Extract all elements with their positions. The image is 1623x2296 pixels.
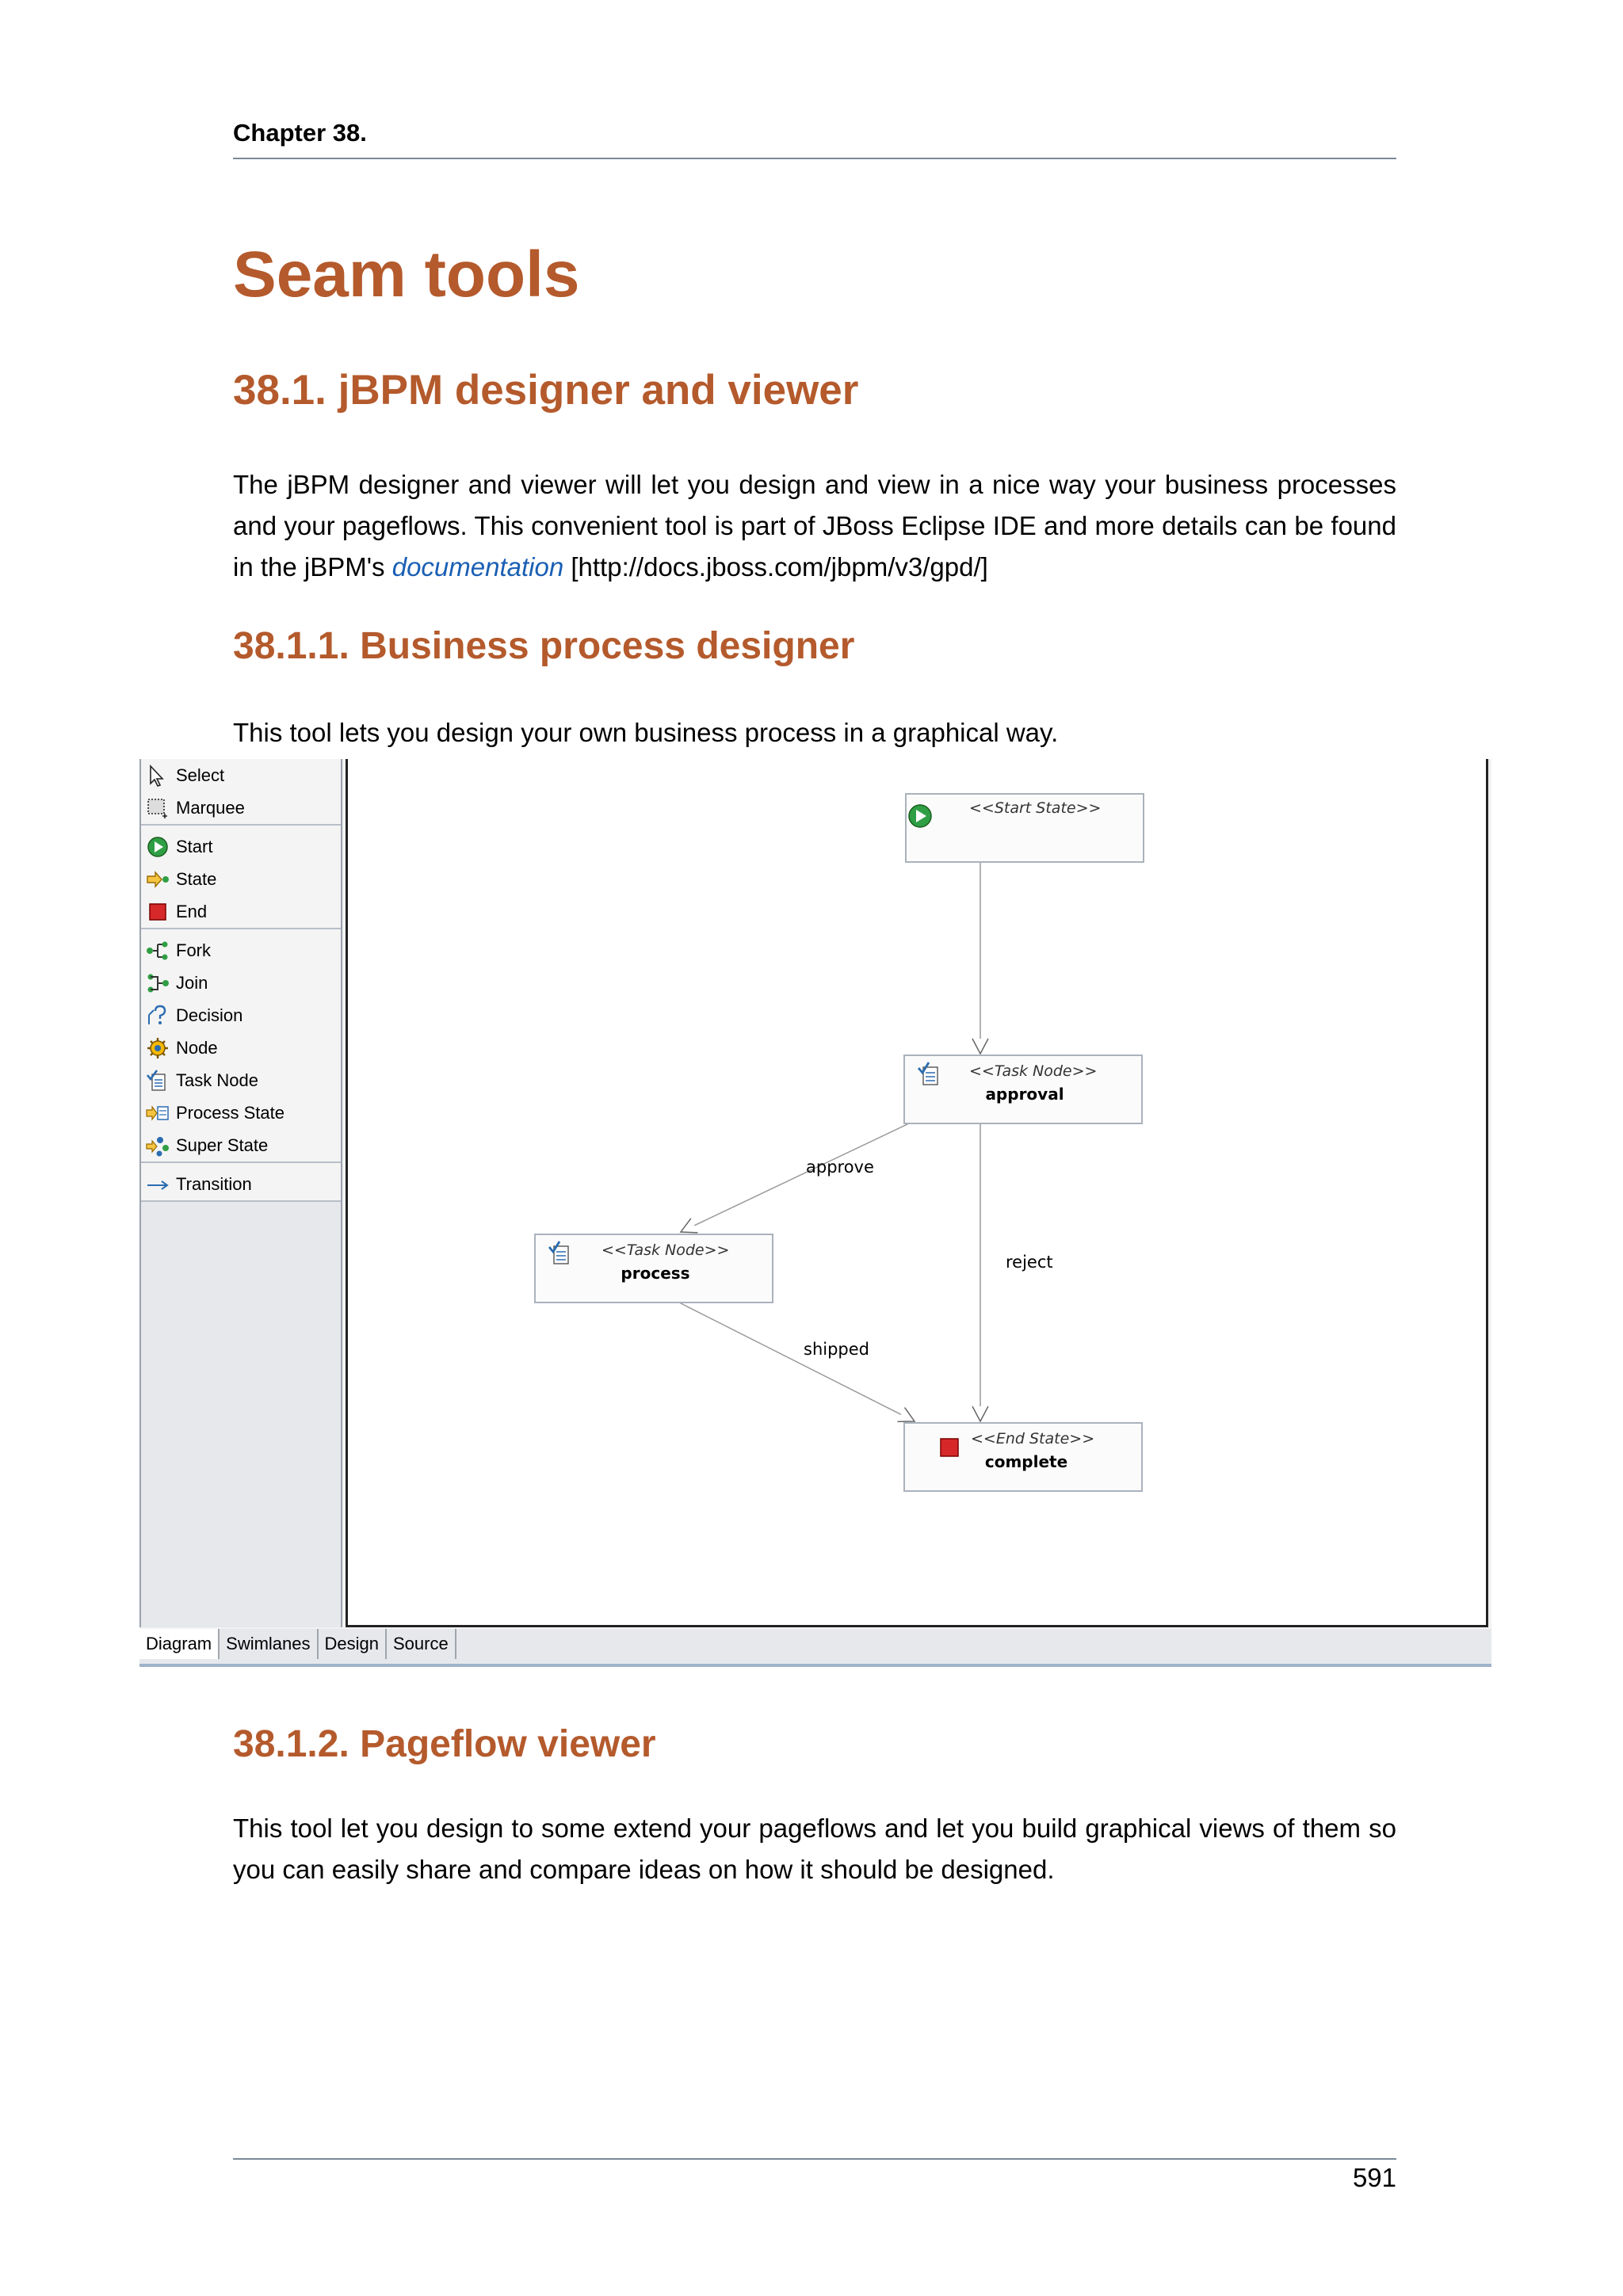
- node-stereotype: <<Task Node>>: [601, 1241, 730, 1259]
- end-icon: [146, 900, 170, 924]
- page-title: Seam tools: [233, 238, 580, 311]
- state-icon: [146, 868, 170, 891]
- footer-rule: [233, 2158, 1396, 2160]
- palette-label: Select: [176, 765, 225, 785]
- tab-swimlanes[interactable]: Swimlanes: [220, 1629, 318, 1659]
- palette-label: Super State: [176, 1135, 269, 1155]
- select-arrow-icon: [146, 764, 170, 788]
- subsection-heading-designer: 38.1.1. Business process designer: [233, 625, 855, 667]
- palette: [139, 759, 342, 1627]
- node-gear-icon: [146, 1036, 170, 1060]
- palette-group-tools: [141, 759, 341, 826]
- palette-item-join[interactable]: [141, 967, 341, 999]
- fork-icon: [146, 939, 170, 963]
- palette-label: Transition: [176, 1173, 252, 1194]
- palette-label: Join: [176, 972, 208, 993]
- node-task-approval[interactable]: [904, 1055, 1142, 1123]
- tab-diagram[interactable]: Diagram: [139, 1629, 220, 1659]
- section-intro: [233, 464, 1396, 588]
- node-task-process[interactable]: [535, 1234, 773, 1302]
- palette-label: State: [176, 868, 217, 889]
- editor-tabs: [139, 1629, 1491, 1667]
- decision-icon: [146, 1004, 170, 1028]
- palette-label: Task Node: [176, 1070, 258, 1090]
- palette-group-states: [141, 826, 341, 929]
- palette-item-start[interactable]: [141, 830, 341, 863]
- transition-label-reject: reject: [1006, 1253, 1053, 1272]
- tab-source[interactable]: Source: [387, 1629, 456, 1659]
- start-icon: [146, 835, 170, 859]
- transition-label-approve: approve: [806, 1158, 874, 1177]
- palette-item-super-state[interactable]: [141, 1129, 341, 1161]
- transition-label-shipped: shipped: [804, 1340, 869, 1359]
- header-rule: [233, 158, 1396, 159]
- palette-group-nodes: [141, 929, 341, 1163]
- transition-approve[interactable]: [681, 1123, 909, 1232]
- super-state-icon: [146, 1134, 170, 1158]
- tab-design[interactable]: Design: [319, 1629, 387, 1659]
- palette-item-fork[interactable]: [141, 934, 341, 967]
- node-name: process: [621, 1264, 690, 1283]
- palette-item-process-state[interactable]: [141, 1097, 341, 1129]
- palette-label: Node: [176, 1037, 218, 1058]
- chapter-label: Chapter 38.: [233, 119, 367, 147]
- node-name: approval: [985, 1085, 1064, 1104]
- subsection-heading-pageflow: 38.1.2. Pageflow viewer: [233, 1723, 656, 1765]
- palette-item-select[interactable]: [141, 759, 341, 791]
- node-stereotype: <<End State>>: [971, 1430, 1095, 1447]
- node-name: complete: [984, 1452, 1068, 1471]
- diagram-canvas[interactable]: [346, 759, 1488, 1627]
- palette-item-marquee[interactable]: [141, 791, 341, 824]
- marquee-icon: [146, 796, 170, 820]
- palette-label: Start: [176, 836, 213, 856]
- node-stereotype: <<Task Node>>: [969, 1062, 1098, 1080]
- join-icon: [146, 971, 170, 995]
- process-state-icon: [146, 1101, 170, 1125]
- page-number: 591: [1352, 2163, 1396, 2192]
- process-diagram: [348, 759, 1486, 1625]
- palette-label: Decision: [176, 1005, 243, 1025]
- transition-arrow-icon: [146, 1173, 170, 1196]
- node-start-state[interactable]: [906, 794, 1144, 862]
- documentation-link[interactable]: documentation: [391, 552, 564, 582]
- designer-screenshot: [139, 759, 1491, 1667]
- palette-label: Fork: [176, 940, 211, 960]
- node-stereotype: <<Start State>>: [969, 799, 1102, 817]
- task-node-icon: [146, 1069, 170, 1093]
- palette-group-connections: [141, 1163, 341, 1202]
- pageflow-description: This tool let you design to some extend your pageflows and let you build graphical views of them so you can easily share and compare ideas on how it should be designed.: [233, 1814, 1396, 1884]
- palette-item-transition[interactable]: [141, 1168, 341, 1200]
- end-icon: [941, 1439, 958, 1456]
- palette-item-end[interactable]: [141, 895, 341, 928]
- palette-item-node[interactable]: [141, 1032, 341, 1064]
- section-heading: 38.1. jBPM designer and viewer: [233, 367, 859, 414]
- palette-item-task-node[interactable]: [141, 1064, 341, 1097]
- transition-shipped[interactable]: [679, 1302, 915, 1421]
- node-end-state[interactable]: [904, 1423, 1142, 1491]
- palette-item-state[interactable]: [141, 863, 341, 895]
- palette-label: End: [176, 901, 208, 921]
- intro-url: [http://docs.jboss.com/jbpm/v3/gpd/]: [563, 552, 988, 582]
- palette-label: Marquee: [176, 797, 245, 818]
- palette-label: Process State: [176, 1102, 285, 1123]
- designer-description: This tool lets you design your own business process in a graphical way.: [233, 718, 1059, 747]
- intro-text: The jBPM designer and viewer will let you design and view in a nice way your business processes and your pageflows. This convenient tool is part of JBoss Eclipse IDE and more details can be found in the jBPM's: [233, 470, 1396, 582]
- palette-item-decision[interactable]: [141, 999, 341, 1032]
